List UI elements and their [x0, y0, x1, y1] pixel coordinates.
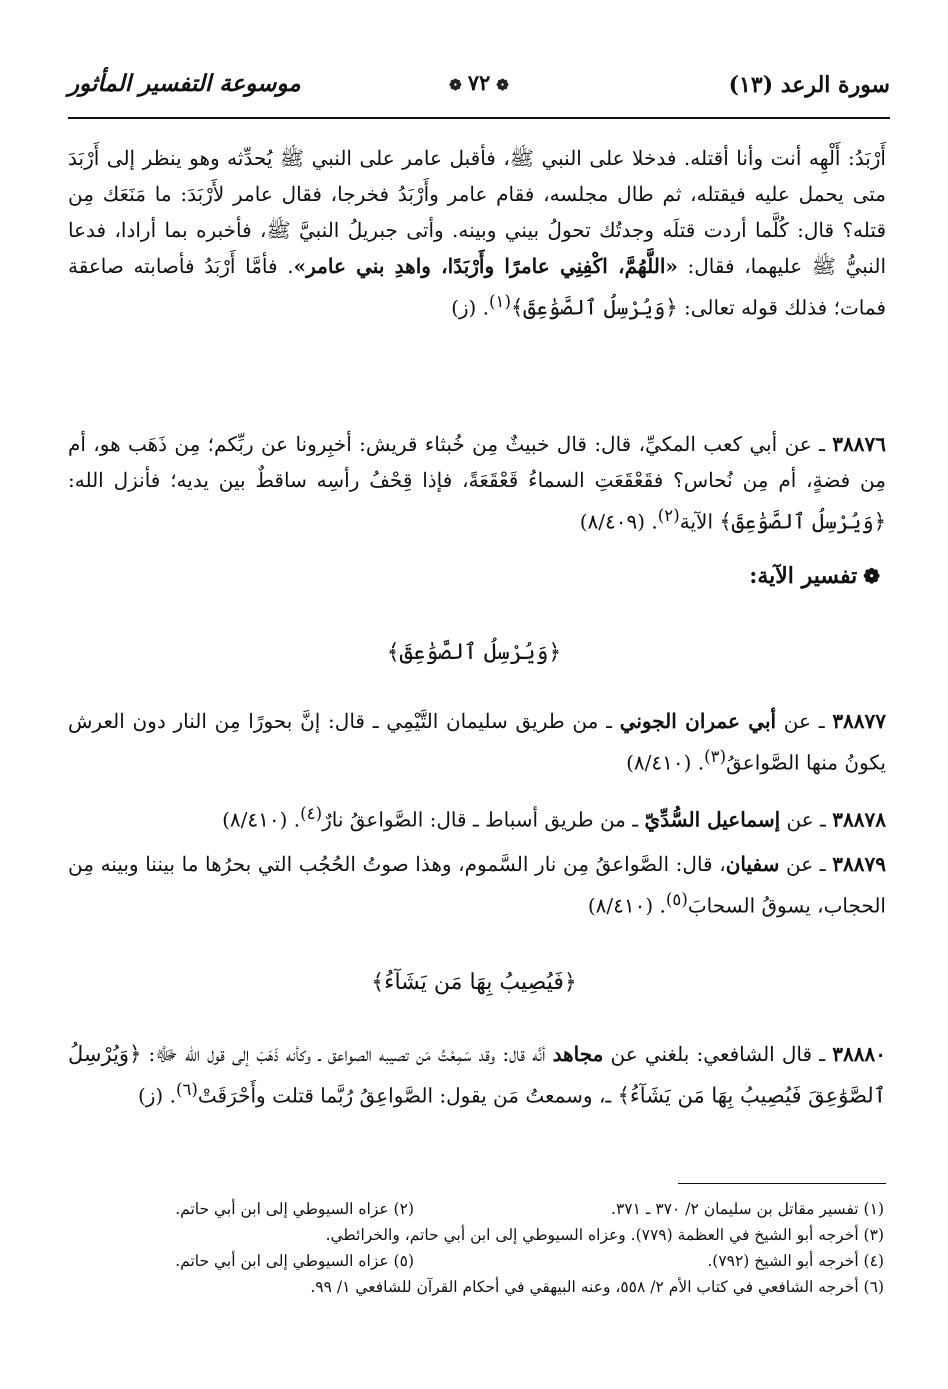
narration-text: ، قال: الصَّواعقُ مِن نار السَّموم، وهذا صوتُ الحُجُب التي بحرُها ما بيننا وبينه مِن الحجاب، يسوقُ السحابَ	[68, 852, 886, 918]
narration-38876	[68, 426, 886, 540]
footnotes	[66, 1196, 884, 1300]
narration-text: ـ، وسمعتُ مَن يقول: الصَّواعِقُ رُبَّما قتلت وأَحْرَقَتْ	[197, 1083, 618, 1108]
narration-38879	[68, 846, 886, 924]
running-header	[68, 70, 890, 104]
narration-text: أنَّه قال: وقد سَمِعْتُ مَن تصيبه الصواعق ـ وكأنه ذَهَبَ إلى قول الله ﷻ:	[141, 1042, 553, 1066]
paragraph-text: . فأمَّا أَرْبَدُ فأصابته صاعقة فمات؛ فذلك قوله تعالى:	[68, 254, 886, 320]
header-rule	[68, 117, 890, 119]
footnote-line	[66, 1196, 884, 1222]
quran-verse: ﴿وَيُرْسِلُ ٱلصَّوَٰعِقَ فَيُصِيبُ بِهَا مَن يَشَآءُ﴾	[68, 1042, 886, 1108]
source-reference: . (٨/٤١٠)	[222, 807, 301, 832]
narration-38878	[68, 796, 886, 838]
series-title: موسوعة التفسير المأثور	[68, 70, 301, 97]
footnote-marker: (٣)	[704, 747, 727, 766]
narration-text: ـ عن	[780, 807, 833, 832]
surah-title: سورة الرعد (١٣)	[728, 72, 890, 98]
source-reference: . (٨/٤١٠)	[626, 750, 705, 775]
footnote-3: (٣) أخرجه أبو الشيخ في العظمة (٧٧٩). وعزاه السيوطي إلى ابن أبي حاتم، والخرائطي.	[325, 1226, 884, 1244]
footnote-2: (٢) عزاه السيوطي إلى ابن أبي حاتم.	[175, 1200, 414, 1218]
footnote-5: (٥) عزاه السيوطي إلى ابن أبي حاتم.	[175, 1252, 414, 1270]
narration-text: ـ من طريق أسباط ـ قال: الصَّواعقُ نارٌ	[322, 807, 645, 832]
narration-38877	[68, 703, 886, 781]
footnote-marker: (١)	[489, 292, 511, 311]
verse-heading: ﴿وَيُرْسِلُ ٱلصَّوَٰعِقَ﴾	[386, 640, 562, 665]
paragraph-text: أَرْبَدُ: أَلْهِه أنت وأنا أقتله. فدخلا على النبي ﷺ، فأقبل عامر على النبي ﷺ يُحدِّثه وهو ينظر إلى أَرْبَدَ متى يحمل عليه فيقتله، ثم طال مجلسه، فقام عامر وأَرْبَدُ فخرجا، فقال عامر لأَرْبَدَ: ما مَنَعَك مِن قتله؟ قال: كُلَّما أردت قتلَه وجدتُك تحولُ بيني وبينه. وأتى جبريلُ النبيَّ ﷺ، فأخبره بما أرادا، فدعا النبيُّ ﷺ عليهما، فقال:	[68, 146, 886, 278]
source-reference: . (ز)	[451, 295, 490, 320]
footnote-6: (٦) أخرجه الشافعي في كتاب الأم ٢/ ٥٥٨، وعنه البيهقي في أحكام القرآن للشافعي ١/ ٩٩.	[310, 1278, 884, 1296]
ornament-icon: ❁	[496, 76, 509, 94]
source-reference: . (٨/٤٠٩)	[579, 509, 658, 534]
narration-number: ٣٨٨٧٨	[832, 807, 886, 832]
continuation-paragraph	[68, 140, 886, 326]
footnote-rule	[678, 1183, 886, 1184]
quran-verse: ﴿وَيُرْسِلُ ٱلصَّوَٰعِقَ﴾	[719, 509, 886, 534]
ornament-icon: ❁	[449, 76, 462, 94]
footnote-marker: (٤)	[300, 804, 323, 823]
narration-text: الآية	[679, 509, 720, 534]
prophet-supplication: «اللَّهُمَّ، اكْفِنِي عامرًا وأَرْبَدًا، واهدِ بني عامر»	[293, 254, 678, 278]
verse-heading: ﴿فَيُصِيبُ بِهَا مَن يَشَآءُ﴾	[371, 970, 577, 995]
page-number: ٧٢	[467, 70, 491, 95]
narrator-name: أبي عمران الجوني	[619, 709, 777, 733]
footnote-marker: (٦)	[175, 1080, 198, 1099]
footnote-line	[66, 1274, 884, 1300]
flower-icon: ❁	[863, 564, 880, 588]
narration-text: ـ عن	[779, 852, 833, 876]
source-reference: . (٨/٤١٠)	[587, 893, 666, 918]
narration-number: ٣٨٨٨٠	[832, 1042, 887, 1066]
section-heading	[749, 563, 880, 589]
footnote-4: (٤) أخرجه أبو الشيخ (٧٩٢).	[707, 1252, 884, 1270]
source-reference: . (ز)	[137, 1083, 176, 1108]
narration-number: ٣٨٨٧٩	[832, 852, 887, 876]
narration-38880	[68, 1036, 886, 1114]
narration-number: ٣٨٨٧٧	[832, 709, 887, 733]
footnote-1: (١) تفسير مقاتل بن سليمان ٢/ ٣٧٠ ـ ٣٧١.	[611, 1200, 884, 1218]
section-title: تفسير الآية:	[749, 563, 858, 589]
narration-number: ٣٨٨٧٦	[832, 432, 886, 456]
quran-verse: ﴿وَيُرْسِلُ ٱلصَّوَٰعِقَ﴾	[511, 295, 678, 320]
footnote-marker: (٢)	[657, 506, 680, 525]
narration-text: ـ عن	[776, 709, 833, 733]
narrator-name: مجاهد	[552, 1042, 604, 1066]
footnote-line	[66, 1248, 884, 1274]
narration-text: ـ عن أبي كعب المكيِّ، قال: قال خبيثٌ مِن خُبثاء قريش: أخبِرونا عن ربِّكم؛ مِن ذَهَب هو، أم مِن فضةٍ، أم مِن نُحاس؟ فقَعْقَعَتِ السماءُ قَعْقَعَةً، فإذا قِحْفُ رأسِه ساقطٌ بين يديه؛ فأنزل الله:	[68, 432, 886, 492]
narration-text: ـ من طريق سليمان التَّيْمِي ـ قال: إنَّ بحورًا مِن النار دون العرش يكونُ منها الصَّواعقُ	[68, 709, 886, 775]
narrator-name: سفيان	[725, 852, 780, 876]
narrator-name: إسماعيل السُّدِّيّ	[644, 807, 781, 832]
narration-text: ـ قال الشافعي: بلغني عن	[603, 1042, 833, 1066]
footnote-marker: (٥)	[665, 890, 688, 909]
footnote-line	[66, 1222, 884, 1248]
